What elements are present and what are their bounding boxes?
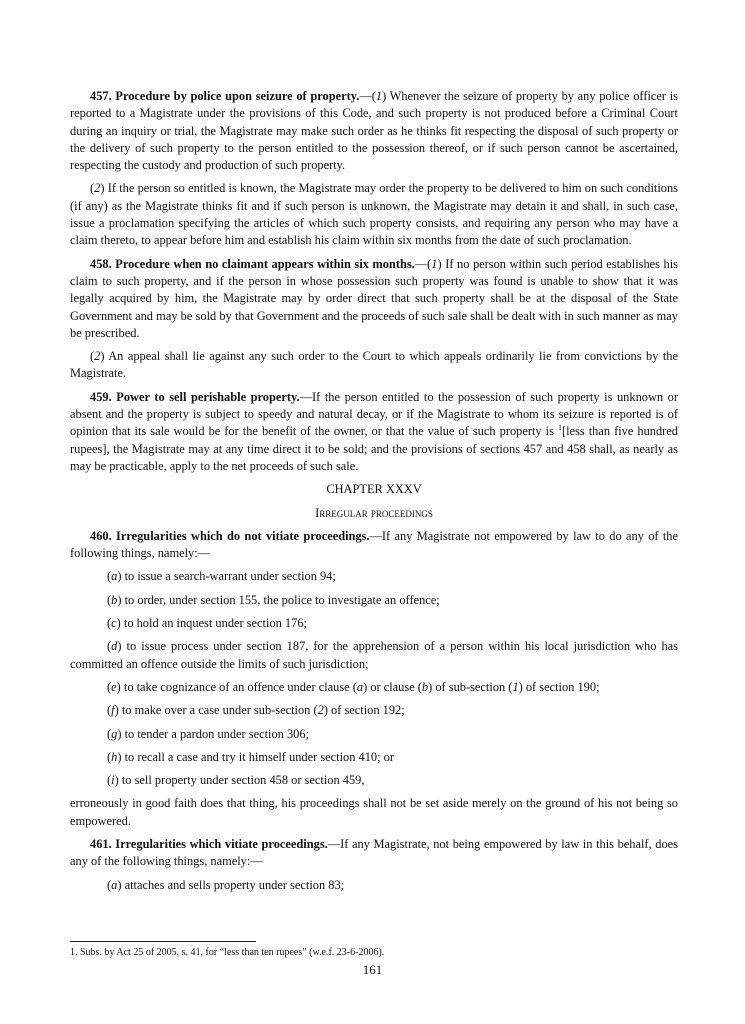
page-number: 161 xyxy=(362,962,383,977)
section-458-para-2: (2) An appeal shall lie against any such order to the Court to which appeals ordinarily lie from convictions by the Magistrate. xyxy=(70,349,678,381)
section-460-heading: 460. Irregularities which do not vitiate proceedings. xyxy=(90,528,370,543)
section-458-para-1: 458. Procedure when no claimant appears within six months.—(1) If no person within such period establishes his claim to such property, and if the person in whose possession such property was found is unable to show that it was legally acquired by him, the Magistrate may by order direct that such property shall be at the disposal of the State Government and may be sold by that Government and the proceeds of such sale shall be dealt with in such manner as may be prescribed. xyxy=(70,256,678,340)
footnote: 1. Subs. by Act 25 of 2005, s. 41, for “less than ten rupees” (w.e.f. 23-6-2006). xyxy=(70,947,385,958)
chapter-number: CHAPTER XXXV xyxy=(326,482,422,497)
section-458-heading: 458. Procedure when no claimant appears within six months. xyxy=(90,256,415,271)
list-item: (g) to tender a pardon under section 306; xyxy=(107,726,310,741)
list-item: (d) to issue process under section 187, for the apprehension of a person within his local jurisdiction who has committed an offence outside the limits of such jurisdiction; xyxy=(70,639,678,671)
footnote-marker: 1 xyxy=(557,423,562,433)
list-item: (a) attaches and sells property under section 83; xyxy=(107,877,345,892)
footnote-divider xyxy=(70,941,256,942)
list-item: (f) to make over a case under sub-section (2) of section 192; xyxy=(107,703,405,718)
section-459-para: 459. Power to sell perishable property.—If the person entitled to the possession of such property is unknown or absent and the property is subject to speedy and natural decay, or if the Magistrate to whom its seizure is reported is of opinion that its sale would be for the benefit of the owner, or that the value of such property is $^1$[less than five hundred rupees], the Magistrate may at any time direct it to be sold; and the provisions of sections 457 and 458 shall, as nearly as may be practicable, apply to the net proceeds of such sale. xyxy=(70,389,679,473)
list-item: (a) to issue a search-warrant under section 94; xyxy=(107,569,336,584)
list-item: (i) to sell property under section 458 or section 459, xyxy=(107,773,365,788)
list-item: (e) to take cognizance of an offence under clause (a) or clause (b) of sub-section (1) of section 190; xyxy=(107,679,600,694)
list-item: (b) to order, under section 155, the police to investigate an offence; xyxy=(107,592,440,607)
section-460-intro: 460. Irregularities which do not vitiate proceedings.—If any Magistrate not empowered by law to do any of the following things, namely:— xyxy=(70,528,678,561)
list-item: (c) to hold an inquest under section 176; xyxy=(107,616,307,631)
section-460-closing: erroneously in good faith does that thing, his proceedings shall not be set aside merely on the ground of his not being so empowered. xyxy=(70,796,678,828)
document-body xyxy=(70,88,678,900)
section-457-heading: 457. Procedure by police upon seizure of property. xyxy=(90,89,360,103)
section-461-intro: 461. Irregularities which vitiate proceedings.—If any Magistrate, not being empowered by law in this behalf, does any of the following things, namely:— xyxy=(70,836,678,869)
chapter-title: Irregular proceedings xyxy=(315,505,433,520)
section-461-heading: 461. Irregularities which vitiate proceedings. xyxy=(90,836,328,851)
section-457-para-1: 457. Procedure by police upon seizure of property.—(1) Whenever the seizure of property by any police officer is reported to a Magistrate under the provisions of this Code, and such property is not produced before a Criminal Court during an inquiry or trial, the Magistrate may make such order as he thinks fit respecting the disposal of such property or the delivery of such property to the person entitled to the possession thereof, or if such person cannot be ascertained, respecting the custody and production of such property. xyxy=(70,89,678,173)
section-459-heading: 459. Power to sell perishable property. xyxy=(90,389,300,404)
section-457-para-2: (2) If the person so entitled is known, the Magistrate may order the property to be delivered to him on such conditions (if any) as the Magistrate thinks fit and if such person is unknown, the Magistrate may detain it and shall, in such case, issue a proclamation specifying the articles of which such property consists, and requiring any person who may have a claim thereto, to appear before him and establish his claim within six months from the date of such proclamation. xyxy=(70,181,678,248)
list-item: (h) to recall a case and try it himself under section 410; or xyxy=(107,749,394,764)
